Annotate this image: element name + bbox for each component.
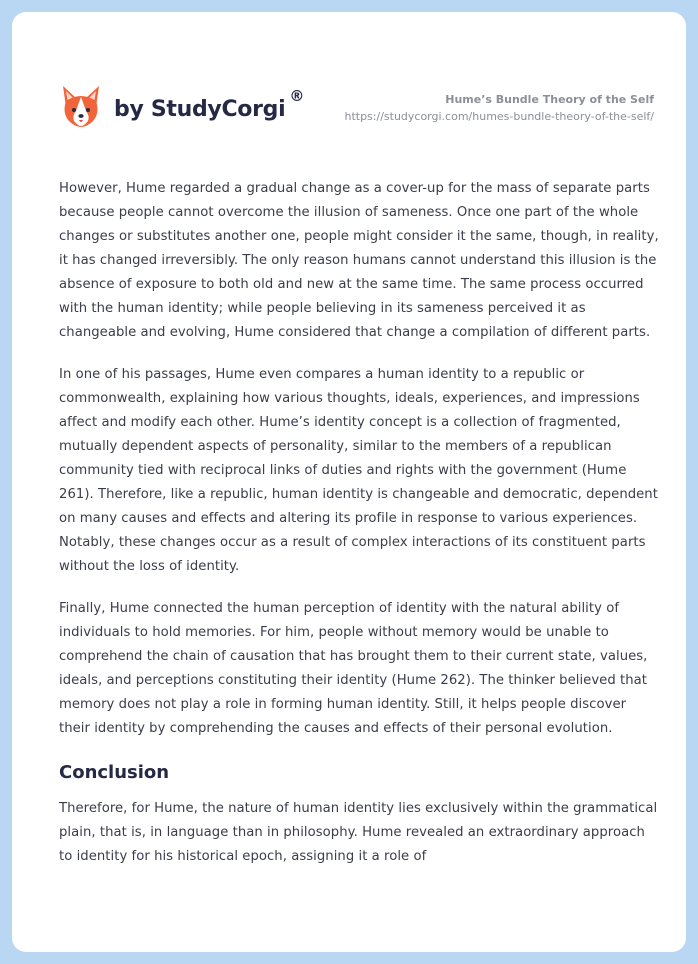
document-page: [12, 12, 686, 952]
document-meta: [344, 92, 654, 125]
conclusion-paragraph: Therefore, for Hume, the nature of human identity lies exclusively within the grammatical plain, that is, in language than in philosophy. Hume revealed an extraordinary approach to identity for his historical epoch, assigning it a role of: [59, 801, 658, 864]
registered-mark: ®: [289, 87, 305, 105]
conclusion-heading: Conclusion: [59, 762, 170, 783]
body-paragraph: However, Hume regarded a gradual change as a cover-up for the mass of separate parts because people cannot overcome the illusion of sameness. Once one part of the whole changes or substitutes another one, people might consider it the same, though, in reality, it has changed irreversibly. The only reason humans cannot understand this illusion is the absence of exposure to both old and new at the same time. The same process occurred with the human identity; while people believing in its sameness perceived it as changeable and evolving, Hume considered that change a compilation of different parts.: [59, 181, 659, 340]
document-title: Hume’s Bundle Theory of the Self: [445, 93, 654, 106]
corgi-head-icon: [60, 83, 102, 129]
document-url[interactable]: https://studycorgi.com/humes-bundle-theory-of-the-self/: [344, 110, 654, 123]
logo-wordmark: by StudyCorgi: [114, 96, 286, 122]
studycorgi-logo[interactable]: [60, 76, 304, 136]
document-body: [59, 177, 659, 887]
body-paragraph: Finally, Hume connected the human perception of identity with the natural ability of individuals to hold memories. For him, people without memory would be unable to comprehend the chain of causation that has brought them to their current state, values, ideals, and perceptions constituting their identity (Hume 262). The thinker believed that memory does not play a role in forming human identity. Still, it helps people discover their identity by comprehending the causes and effects of their personal evolution.: [59, 601, 648, 736]
body-paragraph: In one of his passages, Hume even compares a human identity to a republic or commonwealth, explaining how various thoughts, ideals, experiences, and impressions affect and modify each other. Hume’s identity concept is a collection of fragmented, mutually dependent aspects of personality, similar to the members of a republican community tied with reciprocal links of duties and rights with the government (Hume 261). Therefore, like a republic, human identity is changeable and democratic, dependent on many causes and effects and altering its profile in response to various experiences. Notably, these changes occur as a result of complex interactions of its constituent parts without the loss of identity.: [59, 367, 658, 574]
